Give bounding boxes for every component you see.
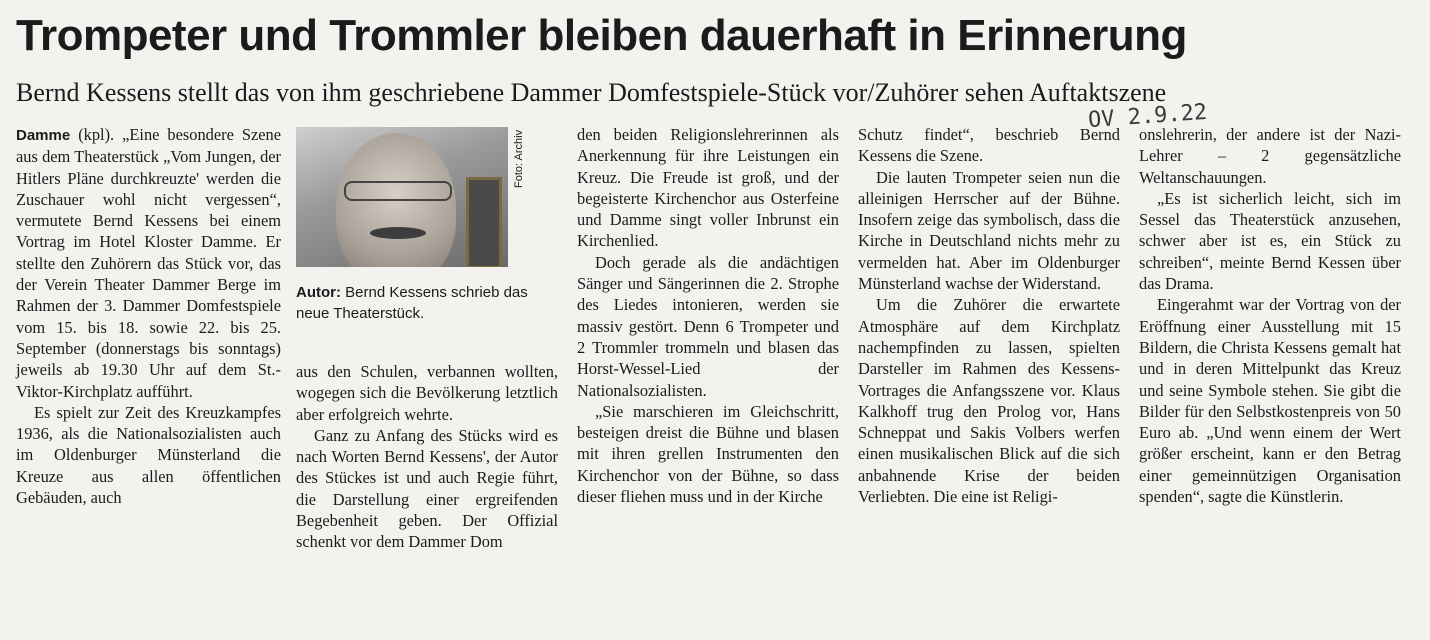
caption-lead: Autor:	[296, 284, 341, 301]
portrait-glasses	[344, 181, 452, 201]
paragraph: „Es ist sicherlich leicht, sich im Sessel das Theaterstück anzusehen, schwer aber ist es, ein Stück zu schreiben“, meinte Bernd Kessen über das Drama.	[1139, 188, 1401, 294]
dateline: Damme	[16, 127, 71, 144]
article-column-1	[16, 124, 281, 508]
article-column-4	[858, 124, 1120, 507]
handwritten-note: OV 2.9.22	[1087, 99, 1208, 134]
headline: Trompeter und Trommler bleiben dauerhaft in Erinnerung	[16, 11, 1187, 60]
portrait-moustache	[370, 227, 426, 239]
caption-text: Bernd Kessens schrieb das neue Theaterstück.	[296, 284, 528, 322]
photo-credit: Foto: Archiv	[513, 129, 525, 188]
photo-caption	[296, 282, 558, 324]
paragraph: Um die Zuhörer die erwartete Atmosphäre auf dem Kirchplatz nachempfinden zu lassen, spielten Darsteller im Rahmen des Kessens-Vortrages die Anfangsszene vor. Klaus Kalkhoff trug den Prolog vor, Hans Schneppat und Sakis Volbers werfen einen musikalischen Blick auf die sich anbahnende Krise der beiden Verliebten. Die eine ist Religi-	[858, 295, 1120, 507]
paragraph: Doch gerade als die andächtigen Sänger und Sängerinnen die 2. Strophe des Liedes intonieren, werden sie massiv gestört. Denn 6 Trompeter und 2 Trommler trommeln und blasen das Horst-Wessel-Lied der Nationalsozialisten.	[577, 252, 839, 400]
paragraph: „Sie marschieren im Gleichschritt, besteigen dreist die Bühne und blasen mit ihren grellen Instrumenten den Kirchenchor von der Bühne, so dass dieser fliehen muss und in der Kirche	[577, 401, 839, 507]
paragraph: Schutz findet“, beschrieb Bernd Kessens die Szene.	[858, 125, 1120, 166]
paragraph: aus den Schulen, verbannen wollten, wogegen sich die Bevölkerung letztlich aber erfolgreich wehrte.	[296, 362, 558, 424]
author-photo	[296, 127, 508, 267]
article-column-2	[296, 361, 558, 553]
paragraph: den beiden Religionslehrerinnen als Anerkennung für ihre Leistungen ein Kreuz. Die Freude ist groß, und der begeisterte Kirchenchor aus Osterfeine und Damme singt voller Inbrunst ein Kirchenlied.	[577, 125, 839, 251]
background-window	[466, 177, 502, 267]
paragraph	[16, 124, 281, 402]
paragraph: Es spielt zur Zeit des Kreuzkampfes 1936, als die Nationalsozialisten auch im Oldenburger Münsterland die Kreuze aus allen öffentlichen Gebäuden, auch	[16, 402, 281, 508]
paragraph: Die lauten Trompeter seien nun die alleinigen Herrscher auf der Bühne. Insofern zeige das symbolisch, dass die Kirche in Deutschland nichts mehr zu vermelden hat. Aber im Oldenburger Münsterland wachse der Widerstand.	[858, 167, 1120, 294]
article-column-3	[577, 124, 839, 507]
paragraph: Ganz zu Anfang des Stücks wird es nach Worten Bernd Kessens', der Autor des Stückes ist und auch Regie führt, die Darstellung einer ergreifenden Begebenheit geben. Der Offizial schenkt vor dem Dammer Dom	[296, 425, 558, 552]
article-column-5	[1139, 124, 1401, 507]
paragraph: onslehrerin, der andere ist der Nazi-Lehrer – 2 gegensätzliche Weltanschauungen.	[1139, 125, 1401, 187]
paragraph-text: (kpl). „Eine besondere Szene aus dem Theaterstück „Vom Jungen, der Hitlers Pläne durchkreuzte' werden die Zuschauer wohl nicht vergessen“, vermutete Bernd Kessens bei einem Vortrag im Hotel Kloster Damme. Er stellte den Zuhörern das Stück vor, das der Verein Theater Dammer Berge im Rahmen der 3. Dammer Domfestspiele vom 15. bis 18. sowie 22. bis 25. September (donnerstags bis sonntags) jeweils ab 19.30 Uhr auf dem St.-Viktor-Kirchplatz aufführt.	[16, 125, 281, 401]
paragraph: Eingerahmt war der Vortrag von der Eröffnung einer Ausstellung mit 15 Bildern, die Christa Kessens gemalt hat und in deren Mittelpunkt das Kreuz und seine Symbole stehen. Sie gibt die Bilder für den Selbstkostenpreis von 50 Euro ab. „Und wenn einem der Wert größer erscheint, kann er den Betrag einer gemeinnützigen Organisation spenden“, sagte die Künstlerin.	[1139, 295, 1401, 507]
subheadline: Bernd Kessens stellt das von ihm geschriebene Dammer Domfestspiele-Stück vor/Zuhörer sehen Auftaktszene	[16, 78, 1167, 107]
